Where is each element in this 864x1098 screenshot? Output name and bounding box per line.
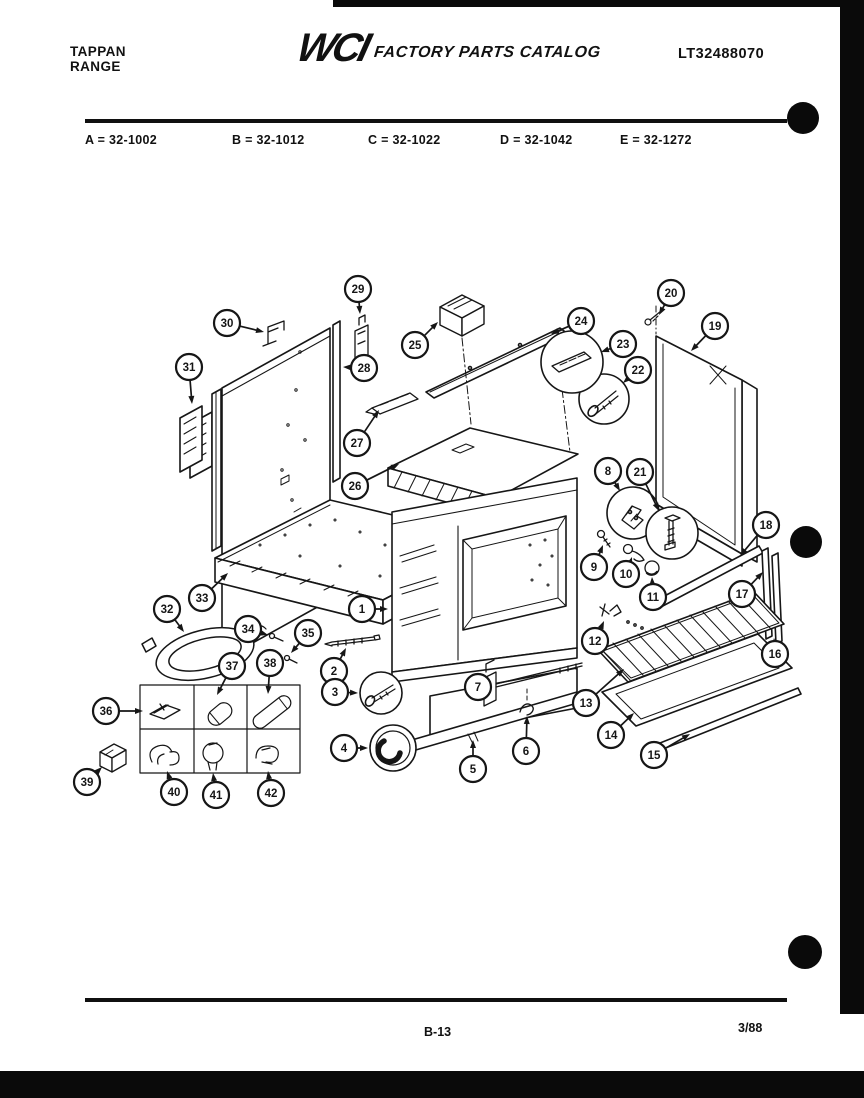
svg-text:12: 12 [588,636,602,648]
grid-part-tube [250,693,293,731]
wci-logo: WCI [292,26,373,70]
svg-text:29: 29 [351,284,365,296]
svg-text:21: 21 [633,467,647,479]
model-code-b: B = 32-1012 [232,133,305,147]
callout-24 [551,308,594,334]
parts-grid [140,685,300,773]
callout-23 [601,331,636,357]
svg-text:5: 5 [469,764,477,776]
binder-hole-bottom [788,935,822,969]
svg-text:1: 1 [358,604,366,616]
svg-text:20: 20 [664,288,678,300]
callout-12 [582,621,608,654]
model-code-e: E = 32-1272 [620,133,692,147]
callout-28 [343,355,377,381]
svg-text:16: 16 [768,649,782,661]
panel-edge-strip [333,321,340,482]
vent-box [440,295,484,336]
svg-text:39: 39 [80,777,94,789]
callout-5 [460,740,486,782]
callout-42 [258,771,284,806]
grid-part-clip [256,746,278,764]
scan-edge-bottom [0,1071,864,1098]
svg-text:40: 40 [167,787,181,799]
svg-text:34: 34 [241,624,255,636]
rack-guide-2 [772,553,782,644]
svg-text:42: 42 [264,788,278,800]
callout-6 [513,716,539,764]
callout-20 [658,280,684,315]
callout-25 [402,322,438,358]
callout-31 [176,354,202,404]
svg-text:14: 14 [604,730,618,742]
svg-text:11: 11 [646,592,660,604]
callout-15 [641,734,690,768]
bubble-bracket-23 [541,331,603,393]
footer-rule [85,998,787,1002]
callout-19 [691,313,728,351]
callout-32 [154,596,184,632]
corner-bracket [100,744,126,772]
binder-hole-top [787,102,819,134]
grid-part-clamp [150,745,179,765]
svg-text:41: 41 [209,790,223,802]
svg-text:18: 18 [759,520,773,532]
callout-14 [598,713,634,748]
wedge-bracket [366,393,418,414]
callout-35 [291,620,321,653]
header-rule [85,119,787,123]
callout-7 [465,674,491,700]
catalog-title: FACTORY PARTS CATALOG [373,44,602,61]
callout-9 [581,545,607,580]
svg-text:22: 22 [631,365,645,377]
svg-text:15: 15 [647,750,661,762]
brand-line1: TAPPAN [70,44,126,59]
svg-text:7: 7 [474,682,482,694]
callout-27 [344,410,379,456]
callout-37 [217,653,245,695]
svg-text:28: 28 [357,363,371,375]
scan-edge-top [333,0,864,7]
grid-part-terminal [150,704,180,719]
brand-line2: RANGE [70,59,121,74]
svg-text:17: 17 [735,589,749,601]
cabinet-body [392,478,582,754]
callout-29 [345,276,371,314]
grid-part-sleeve [205,700,235,729]
model-code-d: D = 32-1042 [500,133,573,147]
svg-text:36: 36 [99,706,113,718]
grid-part-loop [203,743,223,770]
svg-text:26: 26 [348,481,362,493]
callout-11 [640,577,666,610]
bubble-bolt-21 [646,507,698,559]
brand-block [70,44,126,74]
callout-39 [74,767,102,795]
svg-text:32: 32 [160,604,174,616]
model-code-c: C = 32-1022 [368,133,441,147]
bubble-grommet-4 [370,725,416,771]
svg-text:8: 8 [604,466,612,478]
panel-bracket [263,321,284,346]
svg-text:37: 37 [225,661,239,673]
svg-text:4: 4 [340,743,348,755]
svg-text:25: 25 [408,340,422,352]
svg-text:35: 35 [301,628,315,640]
binder-hole-middle [790,526,822,558]
svg-text:33: 33 [195,593,209,605]
doc-number: LT32488070 [678,46,765,62]
callout-3 [322,679,358,705]
svg-text:9: 9 [590,562,598,574]
svg-text:19: 19 [708,321,722,333]
callout-36 [93,698,143,724]
svg-text:30: 30 [220,318,234,330]
callout-40 [161,771,187,805]
svg-text:10: 10 [619,569,633,581]
svg-text:38: 38 [263,658,277,670]
page-number: B-13 [424,1025,452,1039]
bubble-screw-3 [360,672,402,714]
callout-4 [331,735,368,761]
svg-text:23: 23 [616,339,630,351]
svg-text:31: 31 [182,362,196,374]
scan-edge-right [840,0,864,1014]
svg-text:13: 13 [579,698,593,710]
model-code-a: A = 32-1002 [85,133,157,147]
panel-screw [645,311,661,325]
callout-10 [613,557,639,587]
svg-text:27: 27 [350,438,364,450]
callout-22 [623,357,651,383]
callout-8 [595,458,621,491]
svg-text:24: 24 [574,316,588,328]
svg-text:2: 2 [330,666,338,678]
callout-38 [257,650,283,694]
revision-date: 3/88 [738,1021,763,1035]
svg-text:3: 3 [331,687,339,699]
svg-text:6: 6 [522,746,530,758]
callout-41 [203,773,229,808]
callout-30 [214,310,264,336]
